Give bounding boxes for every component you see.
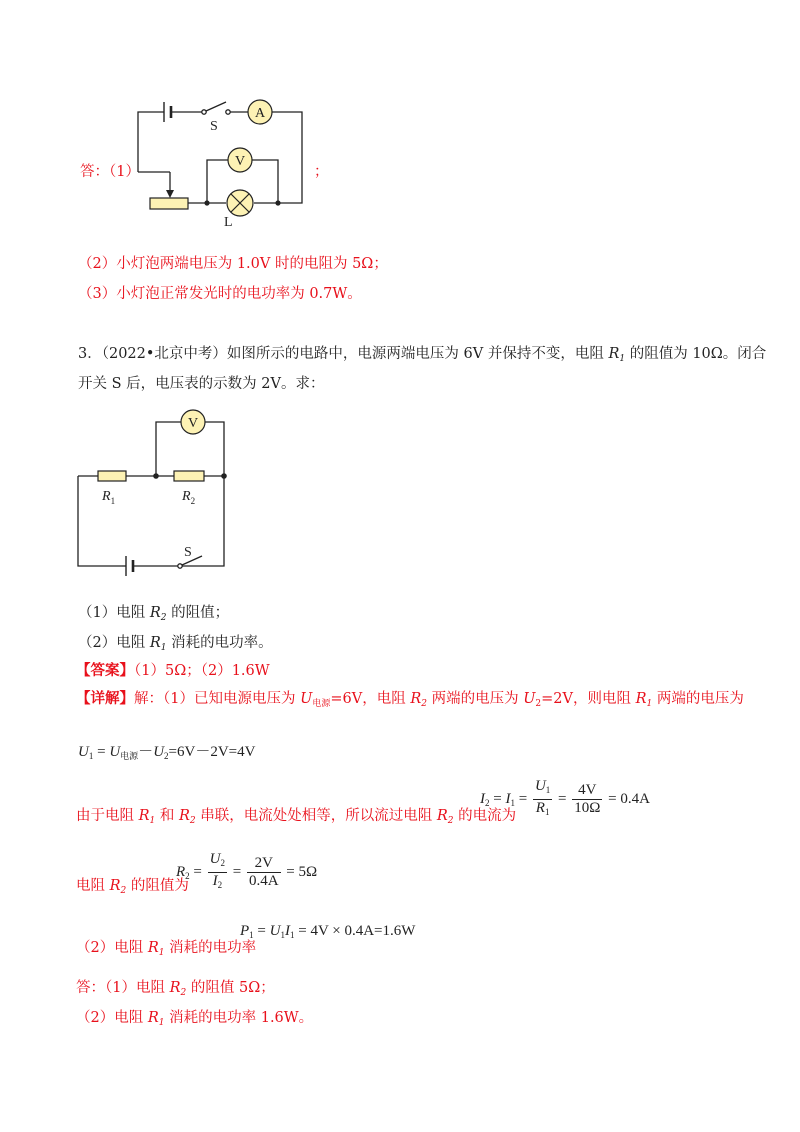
question-3-line-1: 3．（2022•北京中考）如图所示的电路中，电源两端电压为 6V 并保持不变，电阻 $R_1$ 的阻值为 10Ω。闭合 bbox=[78, 346, 767, 364]
ammeter-label: A bbox=[254, 106, 266, 121]
circuit-diagram-2 bbox=[70, 404, 240, 584]
r2-label: $R_2$ bbox=[182, 489, 196, 506]
voltmeter-label: V bbox=[234, 154, 246, 169]
question-3-line-2: 开关 S 后，电压表的示数为 2V。求： bbox=[78, 376, 325, 392]
answer-line-3: （3）小灯泡正常发光时的电功率为 0.7W。 bbox=[78, 286, 362, 302]
series-line: 由于电阻 $R_1$ 和 $R_2$ 串联，电流处处相等，所以流过电阻 $R_2$ 的电流为 bbox=[76, 808, 517, 826]
r1-label: $R_1$ bbox=[102, 489, 116, 506]
final-answer-2: （2）电阻 $R_1$ 消耗的电功率 1.6W。 bbox=[76, 1010, 314, 1028]
answer-line-2: （2）小灯泡两端电压为 1.0V 时的电阻为 5Ω； bbox=[78, 256, 388, 272]
equation-4: $P_1 = U_1I_1 = 4V \times 0.4A=1.6W$ bbox=[240, 923, 416, 940]
final-answer-1: 答：（1）电阻 $R_2$ 的阻值 5Ω； bbox=[76, 980, 275, 998]
answer-line: 【答案】（1）5Ω；（2）1.6W bbox=[76, 662, 270, 679]
switch-2-label: S bbox=[184, 545, 192, 560]
equation-2: $I_2 = I_1$ = $\frac{U_1}{R_1}$ = $\frac{4V}{10\Omega}$ = 0.4A bbox=[480, 778, 650, 817]
equation-3: $R_2$ = $\frac{U_2}{I_2}$ = $\frac{2V}{0.4A}$ = 5Ω bbox=[176, 851, 318, 890]
equation-1: $U_1 = U_{电源}-U_2=6V-2V=4V$ bbox=[78, 744, 256, 761]
switch-label: S bbox=[210, 119, 218, 134]
power-line: （2）电阻 $R_1$ 消耗的电功率 bbox=[76, 940, 257, 958]
answer-suffix: ； bbox=[314, 164, 329, 180]
detail-line: 【详解】解：（1）已知电源电压为 $U_{电源}=6V$，电阻 $R_2$ 两端的电压为 $U_2=2V$，则电阻 $R_1$ 两端的电压为 bbox=[76, 690, 744, 709]
lamp-label: L bbox=[224, 215, 233, 230]
voltmeter-2-label: V bbox=[187, 416, 199, 431]
sub-question-1: （1）电阻 $R_2$ 的阻值； bbox=[78, 605, 230, 623]
sub-question-2: （2）电阻 $R_1$ 消耗的电功率。 bbox=[78, 635, 273, 653]
circuit-diagram-1 bbox=[130, 90, 310, 230]
r2-value-line: 电阻 $R_2$ 的阻值为 bbox=[76, 878, 189, 896]
answer-prefix: 答：（1） bbox=[80, 164, 140, 180]
